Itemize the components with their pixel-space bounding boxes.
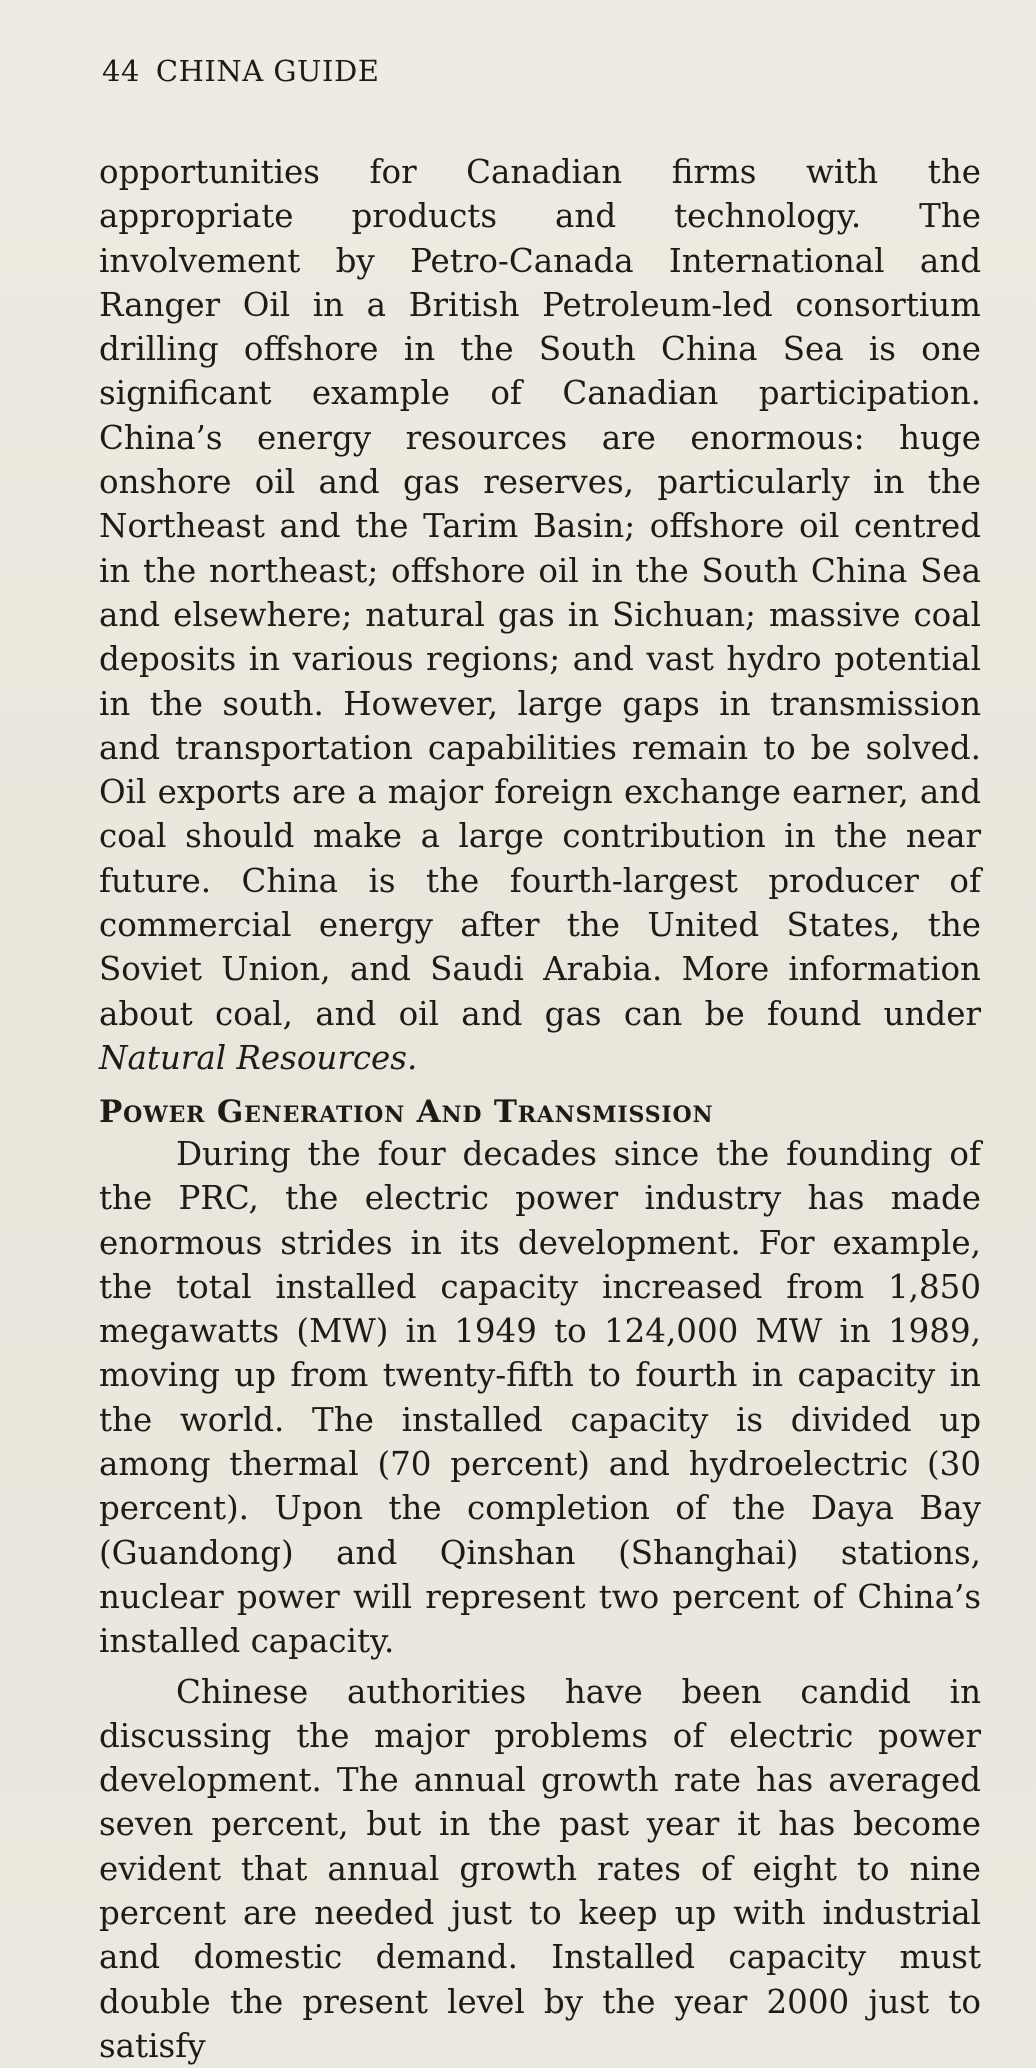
paragraph-text: opportunities for Canadian firms with the appropriate products and technology. The involvement by Petro-Canada International and Ranger Oil in a British Petroleum-led consortium drilling offshore in the South China Sea is one significant example of Canadian participation. China’s energy resources are enormous: huge onshore oil and gas reserves, particularly in the Northeast and the Tarim Basin; offshore oil centred in the northeast; offshore oil in the South China Sea and elsewhere; natural gas in Sichuan; massive coal deposits in various regions; and vast hydro potential in the south. However, large gaps in transmission and transportation capabilities remain to be solved. Oil exports are a major foreign exchange earner, and coal should make a large contribution in the near future. China is the fourth-largest producer of commercial energy after the United States, the Soviet Union, and Saudi Arabia. More information about coal, and oil and gas can be found under bbox=[99, 153, 981, 1033]
text-column-upper bbox=[99, 150, 981, 1080]
body-paragraph bbox=[99, 150, 981, 1080]
section bbox=[99, 1092, 981, 2068]
page-number: 44 bbox=[102, 54, 140, 88]
section-heading: Power Generation And Transmission bbox=[99, 1094, 714, 1130]
body-paragraph: Chinese authorities have been candid in discussing the major problems of electric power development. The annual growth rate has averaged seven percent, but in the past year it has become evident that annual growth rates of eight to nine percent are needed just to keep up with industrial and domestic demand. Installed capacity must double the present level by the year 2000 just to satisfy bbox=[99, 1672, 981, 2065]
running-header bbox=[102, 54, 379, 88]
body-paragraph: During the four decades since the founding of the PRC, the electric power industry has made enormous strides in its development. For example, the total installed capacity increased from 1,850 megawatts (MW) in 1949 to 124,000 MW in 1989, moving up from twenty-fifth to fourth in capacity in the world. The installed capacity is divided up among thermal (70 percent) and hydroelectric (30 percent). Upon the completion of the Daya Bay (Guandong) and Qinshan (Shanghai) stations, nuclear power will represent two percent of China’s installed capacity. bbox=[99, 1135, 981, 1661]
running-title: CHINA GUIDE bbox=[155, 54, 380, 88]
italic-reference: Natural Resources. bbox=[99, 1038, 418, 1077]
